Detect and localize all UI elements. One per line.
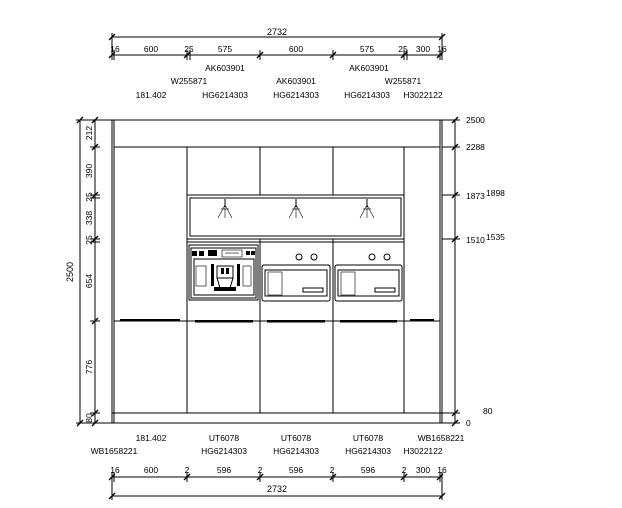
cabinet-elevation [112, 120, 442, 423]
bottom-dim-segment: 2 [329, 465, 335, 475]
level-label: 0 [466, 418, 471, 428]
top-total-dimension: 2732 [266, 27, 288, 37]
left-total-dimension: 2500 [65, 261, 75, 283]
article-code: W255871 [170, 76, 208, 86]
wall-cabinet [333, 147, 404, 195]
wall-cabinet [260, 147, 333, 195]
top-dim-segment: 600 [143, 44, 159, 54]
level-label: 1873 [466, 191, 485, 201]
top-dim-segment: 25 [184, 44, 194, 54]
left-dim-segment: 776 [84, 359, 94, 375]
top-dim-segment: 575 [217, 44, 233, 54]
left-dimension-chain [65, 117, 112, 426]
left-dim-segment: 390 [84, 163, 94, 179]
right-level-markers [442, 115, 505, 428]
top-dim-segment: 300 [415, 44, 431, 54]
top-dim-segment: 575 [359, 44, 375, 54]
article-code: H3022122 [403, 446, 443, 456]
bottom-dim-segment: 16 [437, 465, 447, 475]
base-cabinet [260, 321, 333, 413]
article-code: UT6078 [352, 433, 384, 443]
level-label: 2288 [466, 142, 485, 152]
level-label: 1510 [466, 235, 485, 245]
handle-rail [120, 319, 434, 323]
bottom-dimension-chain [109, 465, 447, 500]
bottom-dim-segment: 16 [110, 465, 120, 475]
level-label: 2500 [466, 115, 485, 125]
oven-left [262, 254, 330, 301]
level-label: 80 [483, 406, 493, 416]
bottom-article-codes [91, 433, 465, 456]
top-dimension-chain [109, 27, 447, 60]
bottom-dim-segment: 2 [257, 465, 263, 475]
top-dim-segment: 16 [437, 44, 447, 54]
left-dim-segment: 80 [84, 413, 94, 423]
coffee-machine [189, 245, 258, 300]
base-cabinet [333, 321, 404, 413]
left-dim-segment: 654 [84, 273, 94, 289]
left-dim-segment: 338 [84, 210, 94, 226]
bottom-dim-segment: 2 [401, 465, 407, 475]
top-dim-segment: 16 [110, 44, 120, 54]
article-code: HG6214303 [345, 446, 391, 456]
bottom-dim-segment: 596 [360, 465, 376, 475]
top-dim-segment: 25 [398, 44, 408, 54]
article-code: HG6214303 [273, 90, 319, 100]
left-dim-segment: 25 [84, 192, 94, 202]
tall-cabinet-right [404, 147, 440, 413]
left-dim-segment: 212 [84, 125, 94, 141]
bottom-dim-segment: 2 [184, 465, 190, 475]
article-code: HG6214303 [344, 90, 390, 100]
bottom-total-dimension: 2732 [266, 484, 288, 494]
base-cabinet [187, 321, 260, 413]
lamp-icon [360, 199, 374, 218]
article-code: HG6214303 [202, 90, 248, 100]
article-code: H3022122 [403, 90, 443, 100]
article-code: UT6078 [208, 433, 240, 443]
level-label: 1535 [486, 232, 505, 242]
bottom-dim-segment: 600 [143, 465, 159, 475]
lamp-icon [218, 199, 232, 218]
article-code: WB1658221 [417, 433, 465, 443]
article-code: AK603901 [349, 63, 389, 73]
article-code: HG6214303 [201, 446, 247, 456]
left-dim-segment: 25 [84, 235, 94, 245]
level-label: 1898 [486, 188, 505, 198]
article-code: W255871 [384, 76, 422, 86]
oven-right [335, 254, 402, 301]
article-code: AK603901 [276, 76, 316, 86]
bottom-dim-segment: 300 [415, 465, 431, 475]
bottom-dim-segment: 596 [288, 465, 304, 475]
article-code: WB1658221 [90, 446, 138, 456]
article-code: 181.402 [135, 90, 167, 100]
top-dim-segment: 600 [288, 44, 304, 54]
lamp-icon [289, 199, 303, 218]
top-article-codes [136, 63, 443, 100]
article-code: HG6214303 [273, 446, 319, 456]
bottom-dim-segment: 596 [216, 465, 232, 475]
wall-cabinet [187, 147, 260, 195]
article-code: UT6078 [280, 433, 312, 443]
tall-cabinet-left [114, 147, 187, 413]
article-code: 181.402 [135, 433, 167, 443]
article-code: AK603901 [205, 63, 245, 73]
